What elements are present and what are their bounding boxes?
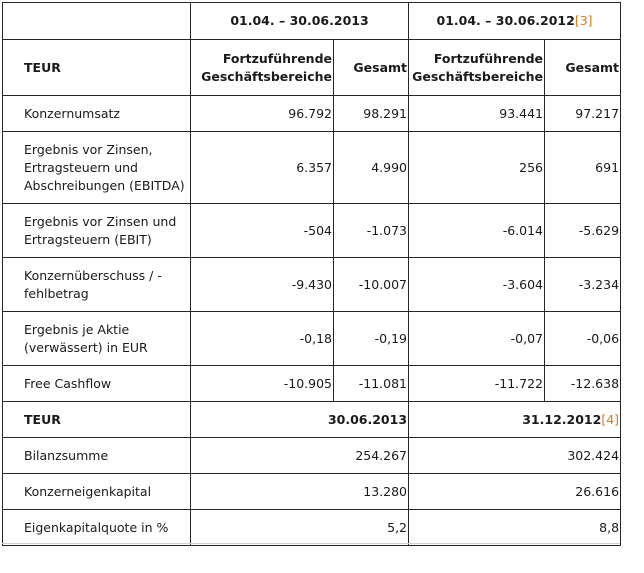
table-row bbox=[3, 312, 621, 366]
value-cell: 98.291 bbox=[334, 96, 409, 132]
footnote-link-3[interactable]: [3] bbox=[574, 13, 593, 28]
table-row bbox=[3, 438, 621, 474]
value-cell: -0,07 bbox=[409, 312, 545, 366]
table-row bbox=[3, 96, 621, 132]
value-cell: 4.990 bbox=[334, 132, 409, 204]
value-cell: -6.014 bbox=[409, 204, 545, 258]
value-cell: -1.073 bbox=[334, 204, 409, 258]
value-cell: 93.441 bbox=[409, 96, 545, 132]
footnote-link-4[interactable]: [4] bbox=[601, 411, 620, 427]
value-cell: -10.905 bbox=[191, 366, 334, 402]
value-cell: -3.234 bbox=[545, 258, 621, 312]
value-cell: 5,2 bbox=[191, 510, 409, 546]
value-cell: 97.217 bbox=[545, 96, 621, 132]
row-label: Ergebnis vor Zinsen und Ertragsteuern (EBIT) bbox=[3, 204, 191, 258]
table-row bbox=[3, 474, 621, 510]
row-label: Ergebnis vor Zinsen, Ertragsteuern und Abschreibungen (EBITDA) bbox=[3, 132, 191, 204]
value-cell: -11.722 bbox=[409, 366, 545, 402]
value-cell: 256 bbox=[409, 132, 545, 204]
value-cell: 96.792 bbox=[191, 96, 334, 132]
balance-unit-label: TEUR bbox=[3, 402, 191, 438]
bottom-divider bbox=[2, 543, 620, 544]
value-cell: 6.357 bbox=[191, 132, 334, 204]
table-row bbox=[3, 510, 621, 546]
row-label: Konzernumsatz bbox=[3, 96, 191, 132]
value-cell: -9.430 bbox=[191, 258, 334, 312]
value-cell: -5.629 bbox=[545, 204, 621, 258]
table-row bbox=[3, 132, 621, 204]
balance-date-2013: 30.06.2013 bbox=[191, 402, 409, 438]
row-label: Bilanzsumme bbox=[3, 438, 191, 474]
table-row bbox=[3, 258, 621, 312]
financial-table bbox=[2, 2, 621, 546]
value-cell: -504 bbox=[191, 204, 334, 258]
total-2013-header: Gesamt bbox=[334, 40, 409, 96]
unit-label: TEUR bbox=[3, 40, 191, 96]
value-cell: 26.616 bbox=[409, 474, 621, 510]
value-cell: 13.280 bbox=[191, 474, 409, 510]
balance-header-row bbox=[3, 402, 621, 438]
table-row bbox=[3, 204, 621, 258]
continuing-2012-header: Fortzuführende Geschäftsbereiche bbox=[409, 40, 545, 96]
value-cell: 691 bbox=[545, 132, 621, 204]
value-cell: -11.081 bbox=[334, 366, 409, 402]
column-header-row bbox=[3, 40, 621, 96]
total-2012-header: Gesamt bbox=[545, 40, 621, 96]
value-cell: -0,18 bbox=[191, 312, 334, 366]
value-cell: 302.424 bbox=[409, 438, 621, 474]
balance-date-2012: 31.12.2012[4] bbox=[409, 402, 621, 438]
row-label: Ergebnis je Aktie (verwässert) in EUR bbox=[3, 312, 191, 366]
row-label: Free Cashflow bbox=[3, 366, 191, 402]
table-row bbox=[3, 366, 621, 402]
row-label: Eigenkapitalquote in % bbox=[3, 510, 191, 546]
value-cell: -10.007 bbox=[334, 258, 409, 312]
value-cell: 254.267 bbox=[191, 438, 409, 474]
empty-header-cell bbox=[3, 3, 191, 40]
value-cell: 8,8 bbox=[409, 510, 621, 546]
value-cell: -0,19 bbox=[334, 312, 409, 366]
row-label: Konzernüberschuss / -fehlbetrag bbox=[3, 258, 191, 312]
continuing-2013-header: Fortzuführende Geschäftsbereiche bbox=[191, 40, 334, 96]
row-label: Konzerneigenkapital bbox=[3, 474, 191, 510]
value-cell: -0,06 bbox=[545, 312, 621, 366]
period-header-row bbox=[3, 3, 621, 40]
period-2012-header: 01.04. – 30.06.2012[3] bbox=[409, 3, 621, 40]
period-2013-header: 01.04. – 30.06.2013 bbox=[191, 3, 409, 40]
value-cell: -3.604 bbox=[409, 258, 545, 312]
value-cell: -12.638 bbox=[545, 366, 621, 402]
